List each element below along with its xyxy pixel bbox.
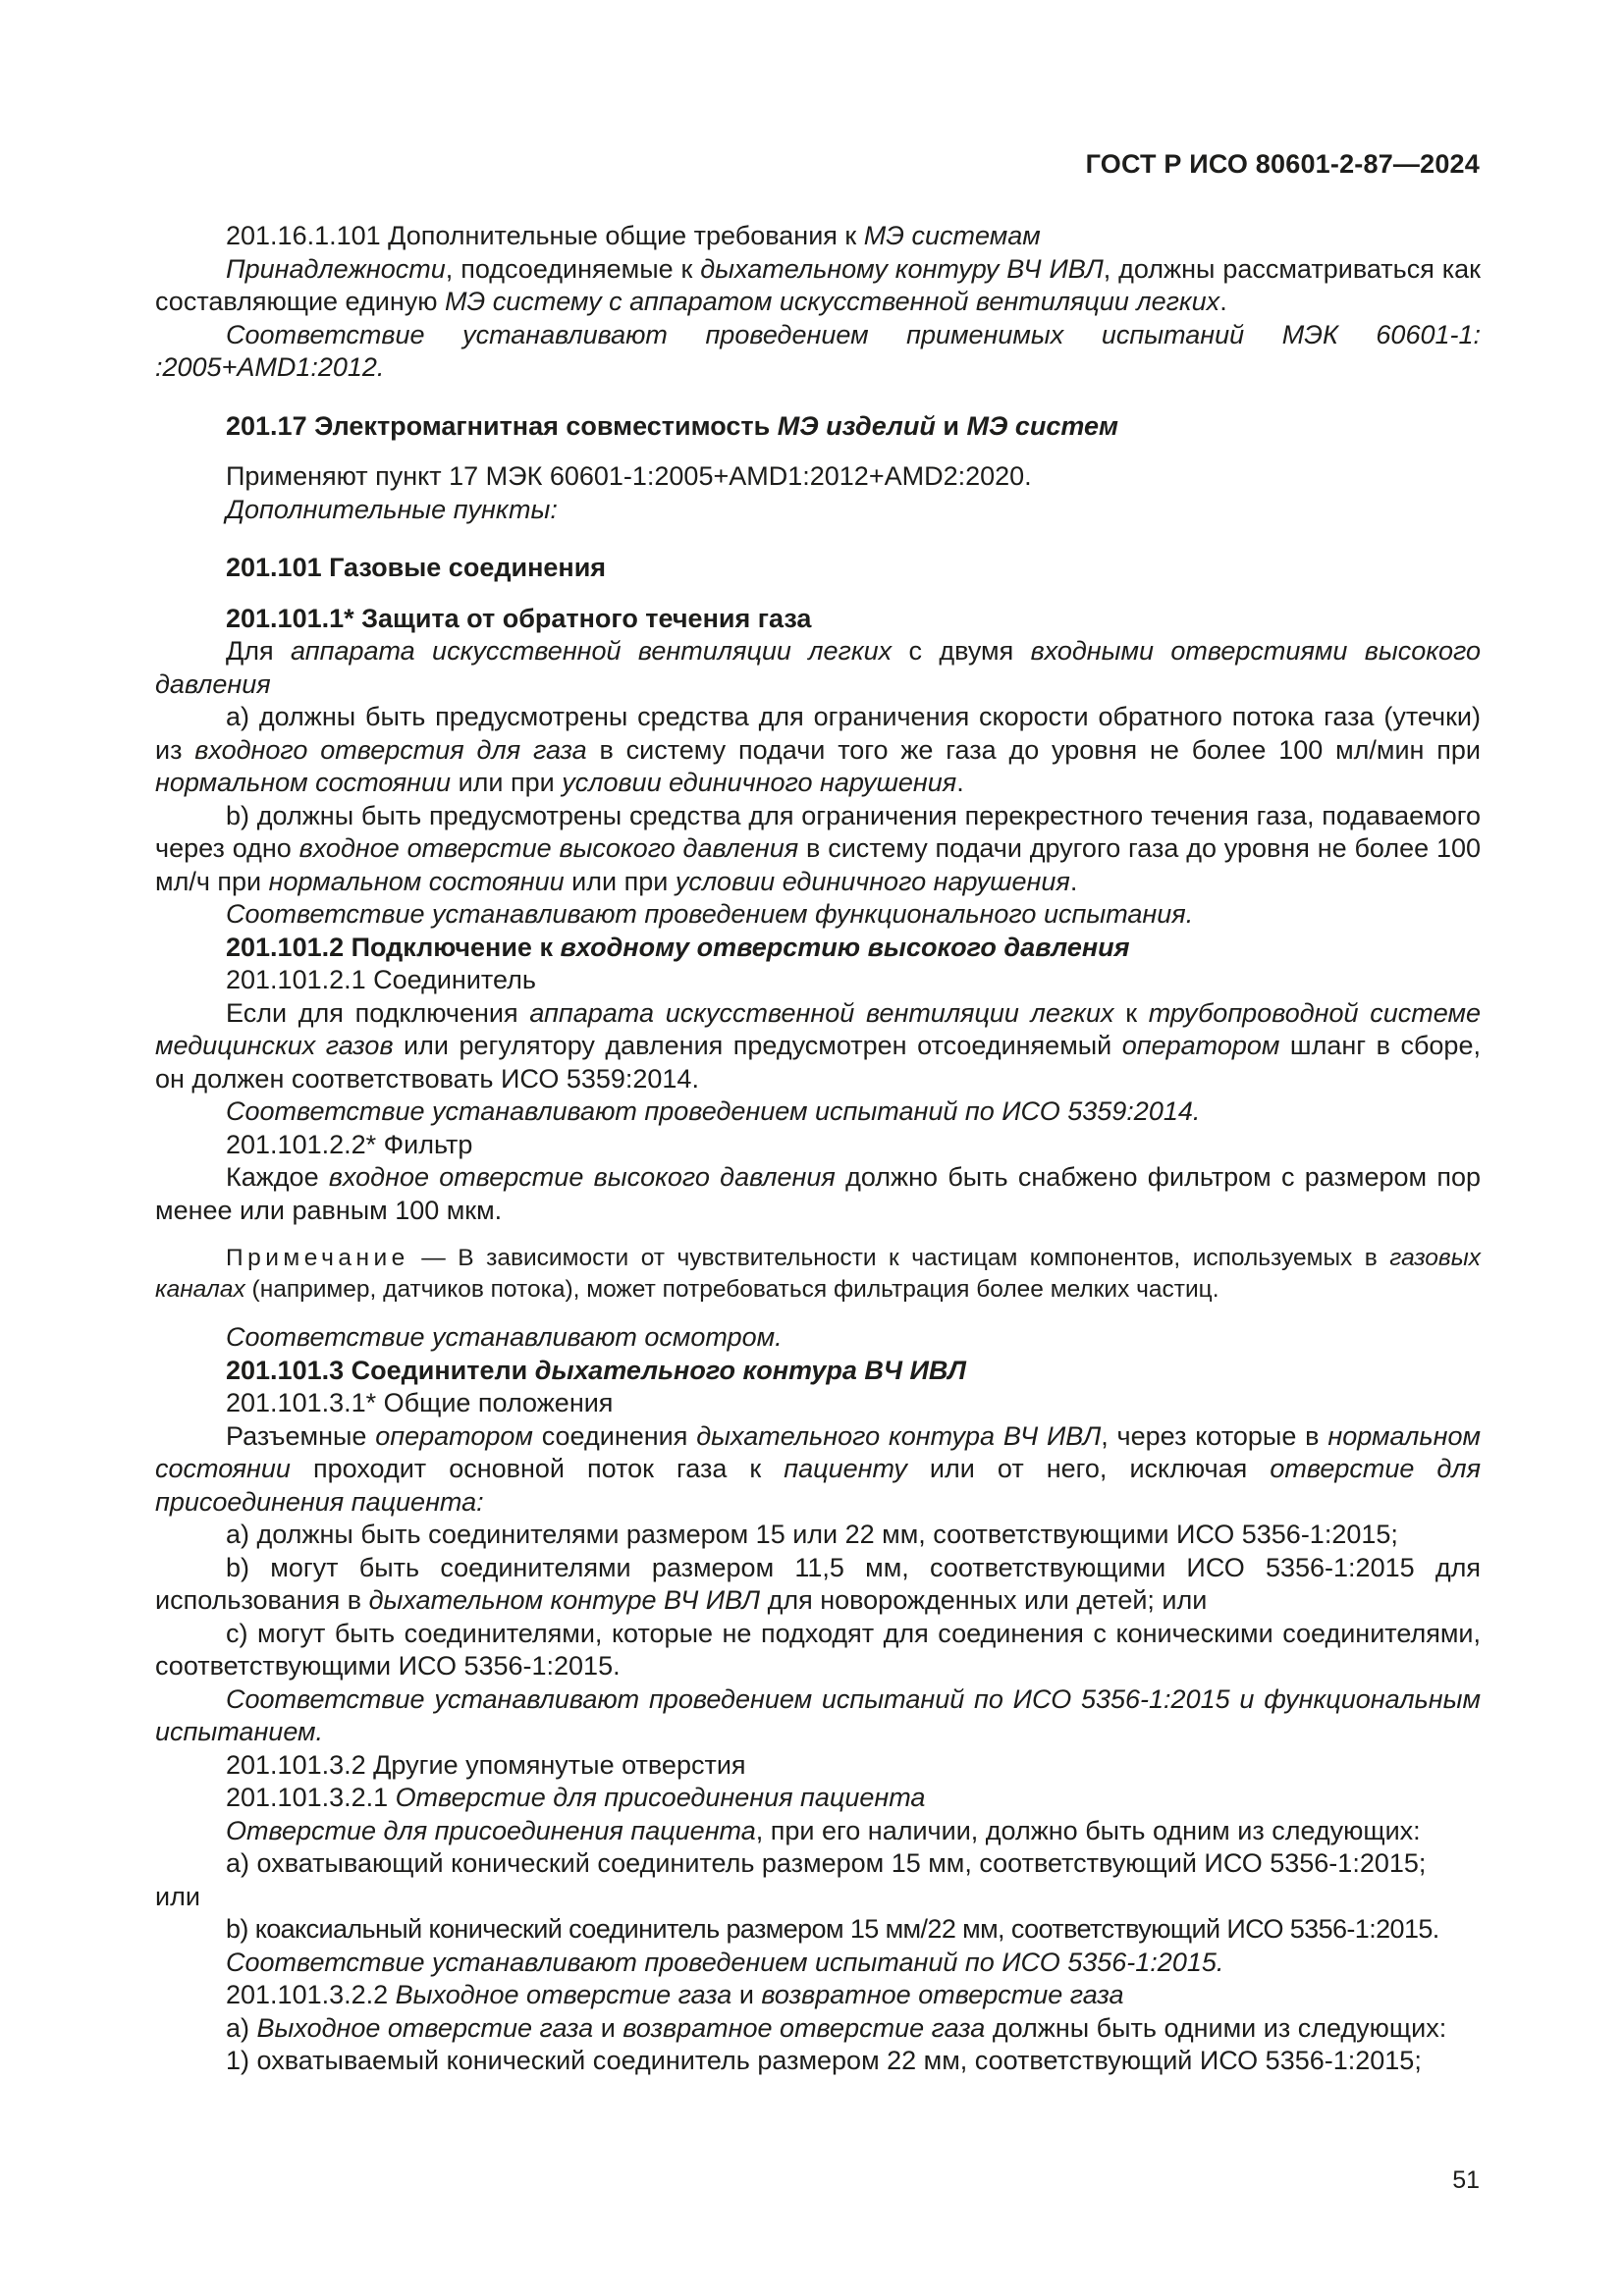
standard-designation: ГОСТ Р ИСО 80601-2-87—2024	[1085, 149, 1480, 179]
list-item: b) могут быть соединителями размером 11,5 мм, соответствующими ИСО 5356-1:2015 для использования в дыхательном контуре ВЧ ИВЛ для новорожденных или детей; или	[155, 1552, 1481, 1615]
paragraph: 201.101.2.1 Соединитель	[226, 965, 536, 994]
paragraph: Дополнительные пункты:	[226, 494, 558, 524]
list-item: c) могут быть соединителями, которые не подходят для соединения с коническими соединителями, соответствующими ИСО 5356-1:2015.	[155, 1618, 1481, 1681]
paragraph: Применяют пункт 17 МЭК 60601-1:2005+AMD1:2012+AMD2:2020.	[226, 461, 1032, 491]
page-number: 51	[1452, 2166, 1480, 2194]
paragraph: 201.101.3.2 Другие упомянутые отверстия	[226, 1749, 746, 1780]
paragraph: Разъемные оператором соединения дыхательного контура ВЧ ИВЛ, через которые в нормальном состоянии проходит основной поток газа к пациенту или от него, исключая отверстие для присоединения пациента:	[155, 1420, 1481, 1517]
paragraph: Принадлежности, подсоединяемые к дыхательному контуру ВЧ ИВЛ, должны рассматриваться как составляющие единую МЭ систему с аппаратом искусственной вентиляции легких.	[155, 253, 1481, 316]
paragraph: Если для подключения аппарата искусственной вентиляции легких к трубопроводной системе медицинских газов или регулятору давления предусмотрен отсоединяемый оператором шланг в сборе, он должен соответствовать ИСО 5359:2014.	[155, 997, 1481, 1094]
list-item: 1) охватываемый конический соединитель размером 22 мм, соответствующий ИСО 5356-1:2015;	[226, 2046, 1422, 2075]
list-item: b) должны быть предусмотрены средства для ограничения перекрестного течения газа, подаваемого через одно входное отверстие высокого давления в систему подачи другого газа до уровня не более 100 мл/ч при нормальном состоянии или при условии единичного нарушения.	[155, 800, 1481, 896]
heading-201-101-3: 201.101.3 Соединители дыхательного контура ВЧ ИВЛ	[226, 1355, 966, 1385]
compliance-statement: Соответствие устанавливают проведением испытаний по ИСО 5359:2014.	[226, 1096, 1201, 1126]
paragraph: Для аппарата искусственной вентиляции легких с двумя входными отверстиями высокого давления	[155, 636, 1482, 699]
compliance-statement: Соответствие устанавливают проведением функционального испытания.	[226, 899, 1194, 929]
list-item: b) коаксиальный конический соединитель размером 15 мм/22 мм, соответствующий ИСО 5356-1:2015.	[226, 1914, 1439, 1944]
paragraph: 201.101.3.2.2 Выходное отверстие газа и возвратное отверстие газа	[226, 1980, 1124, 2009]
compliance-statement: Соответствие устанавливают проведением испытаний по ИСО 5356-1:2015.	[226, 1947, 1224, 1977]
paragraph: 201.101.2.2* Фильтр	[226, 1129, 473, 1159]
paragraph: 201.101.3.2.1 Отверстие для присоединения пациента	[226, 1783, 926, 1812]
heading-201-17: 201.17 Электромагнитная совместимость МЭ изделий и МЭ систем	[226, 410, 1119, 441]
note: Примечание — В зависимости от чувствительности к частицам компонентов, используемых в газовых каналах (например, датчиков потока), может потребоваться фильтрация более мелких частиц.	[155, 1245, 1481, 1303]
heading-201-101-1: 201.101.1* Защита от обратного течения газа	[226, 603, 812, 633]
paragraph: или	[155, 1881, 200, 1911]
compliance-statement: Соответствие устанавливают осмотром.	[226, 1322, 783, 1352]
paragraph: Каждое входное отверстие высокого давления должно быть снабжено фильтром с размером пор менее или равным 100 мкм.	[155, 1162, 1482, 1225]
list-item: а) Выходное отверстие газа и возвратное отверстие газа должны быть одними из следующих:	[226, 2012, 1447, 2043]
list-item: а) должны быть предусмотрены средства для ограничения скорости обратного потока газа (утечки) из входного отверстия для газа в систему подачи того же газа до уровня не более 100 мл/мин при нормальном состоянии или при условии единичного нарушения.	[155, 702, 1482, 797]
compliance-statement: Соответствие устанавливают проведением испытаний по ИСО 5356-1:2015 и функциональным испытанием.	[155, 1683, 1481, 1746]
heading-201-101: 201.101 Газовые соединения	[226, 553, 607, 582]
paragraph: Отверстие для присоединения пациента, при его наличии, должно быть одним из следующих:	[226, 1815, 1421, 1845]
clause-201-16-1-101: 201.16.1.101 Дополнительные общие требования к МЭ системам	[226, 221, 1041, 250]
list-item: а) охватывающий конический соединитель размером 15 мм, соответствующий ИСО 5356-1:2015;	[226, 1848, 1427, 1878]
compliance-statement: Соответствие устанавливают проведением применимых испытаний МЭК 60601-1: :2005+AMD1:2012.	[155, 319, 1481, 382]
heading-201-101-2: 201.101.2 Подключение к входному отверстию высокого давления	[226, 932, 1130, 962]
document-body	[155, 220, 1481, 2078]
paragraph: 201.101.3.1* Общие положения	[226, 1388, 614, 1417]
list-item: а) должны быть соединителями размером 15 или 22 мм, соответствующими ИСО 5356-1:2015;	[226, 1520, 1398, 1549]
